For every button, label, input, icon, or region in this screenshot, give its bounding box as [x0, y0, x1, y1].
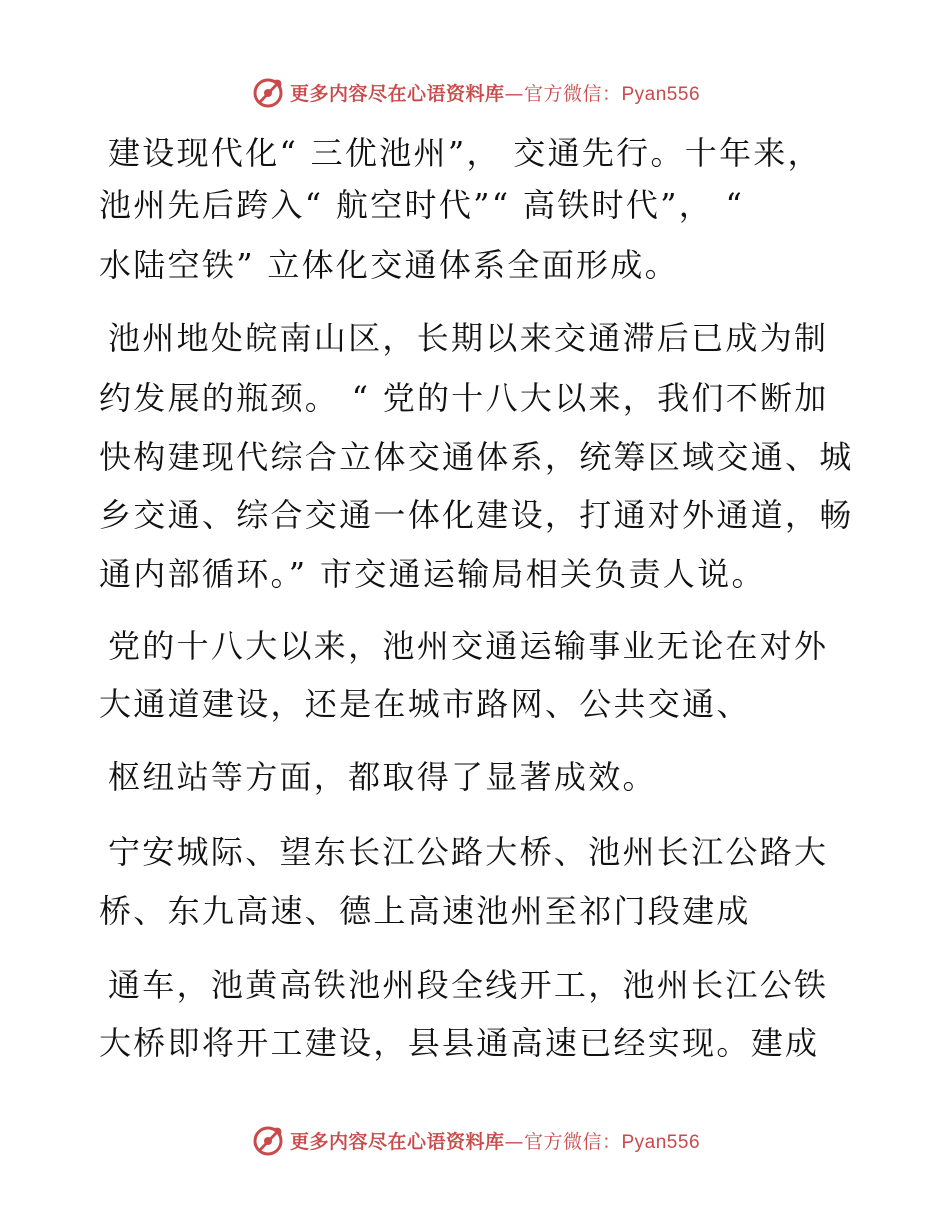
- watermark-wechat-label: 官方微信：: [523, 1130, 622, 1153]
- body-line: 党的十八大以来，池州交通运输事业无论在对外: [108, 627, 829, 665]
- body-line: 通内部循环。” 市交通运输局相关负责人说。: [99, 555, 766, 593]
- watermark-dash: —: [504, 82, 524, 105]
- watermark-text: [290, 1127, 700, 1154]
- quill-seal-icon: [250, 1122, 286, 1158]
- watermark-wechat-id: Pyan556: [621, 83, 701, 105]
- body-line: 池州地处皖南山区，长期以来交通滞后已成为制: [108, 319, 829, 357]
- body-line: 池州先后跨入“ 航空时代”“ 高铁时代”， “: [99, 186, 745, 224]
- body-line: 建设现代化“ 三优池州”， 交通先行。十年来，: [108, 134, 822, 172]
- body-line: 通车，池黄高铁池州段全线开工，池州长江公铁: [108, 966, 829, 1004]
- body-line: 乡交通、综合交通一体化建设，打通对外通道，畅: [99, 496, 854, 534]
- body-line: 枢纽站等方面，都取得了显著成效。: [108, 758, 657, 796]
- body-line: 大通道建设，还是在城市路网、公共交通、: [99, 685, 751, 723]
- watermark-brand: 更多内容尽在心语资料库: [289, 82, 505, 105]
- body-line: 快构建现代综合立体交通体系，统筹区域交通、城: [99, 438, 854, 476]
- watermark-wechat-label: 官方微信：: [523, 82, 622, 105]
- body-line: 大桥即将开工建设，县县通高速已经实现。建成: [99, 1024, 820, 1062]
- body-line: 约发展的瓶颈。 “ 党的十八大以来，我们不断加: [99, 379, 829, 417]
- watermark-dash: —: [504, 1130, 524, 1153]
- body-line: 宁安城际、望东长江公路大桥、池州长江公路大: [108, 833, 829, 871]
- watermark-brand: 更多内容尽在心语资料库: [289, 1130, 505, 1153]
- watermark-wechat-id: Pyan556: [621, 1131, 701, 1153]
- footer-watermark: [0, 1120, 950, 1160]
- body-line: 水陆空铁” 立体化交通体系全面形成。: [99, 246, 679, 284]
- body-line: 桥、东九高速、德上高速池州至祁门段建成: [99, 892, 751, 930]
